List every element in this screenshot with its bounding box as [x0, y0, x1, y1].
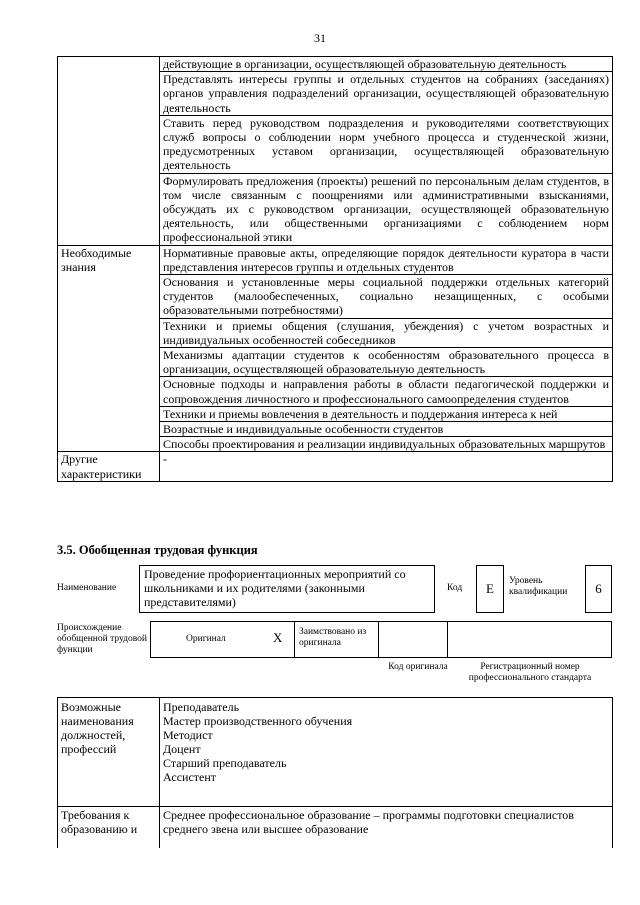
roles-label: Возможные наименования должностей, профессий	[58, 698, 160, 815]
table-cell: Представлять интересы группы и отдельных студентов на собраниях (заседаниях) органов управления подразделений организации, осуществляющей образовательную деятельность	[160, 72, 613, 116]
list-item: Доцент	[163, 742, 201, 756]
table-row	[58, 698, 613, 815]
table-cell: Техники и приемы вовлечения в деятельность и поддержания интереса к ней	[160, 406, 613, 421]
level-value-box: 6	[585, 565, 612, 613]
table-cell: Техники и приемы общения (слушания, убеждения) с учетом возрастных и индивидуальных особенностей собеседников	[160, 318, 613, 347]
original-label: Оригинал	[186, 634, 226, 644]
education-label: Требования к образованию и	[58, 807, 160, 849]
roles-table	[57, 697, 613, 814]
table-cell: Основные подходы и направления работы в области педагогической поддержки и сопровождения личностного и профессионального самоопределения студентов	[160, 377, 613, 406]
table-cell: Формулировать предложения (проекты) решений по персональным делам студентов, в том числе связанным с поощрениями или административными взысканиями, обсуждать их с руководством организации, осуществляющей образовательную деятельность, или общественными организациями с соблюдением норм профессиональной этики	[160, 173, 613, 245]
table-cell: Ставить перед руководством подразделения и руководителями соответствующих служб вопросы о соблюдении норм учебного процесса и студенческой жизни, предусмотренных уставом организации, осуществляющей образовательную деятельность	[160, 115, 613, 173]
list-item: Ассистент	[163, 770, 217, 784]
divider	[378, 621, 379, 658]
list-item: Мастер производственного обучения	[163, 714, 353, 728]
level-label: Уровень квалификации	[509, 576, 568, 597]
origin-label: Происхождение обобщенной трудовой функции	[57, 623, 147, 655]
table-cell: Механизмы адаптации студентов к особенностям образовательного процесса в организации, осуществляющей образовательную деятельность	[160, 348, 613, 377]
list-item: Методист	[163, 728, 213, 742]
competency-table	[57, 56, 613, 482]
education-table	[57, 806, 613, 848]
reg-number-caption: Регистрационный номер профессионального стандарта	[468, 662, 592, 683]
code-value-box: E	[476, 565, 504, 613]
row-label-other: Другие характеристики	[58, 452, 160, 481]
list-item: Преподаватель	[163, 700, 240, 714]
table-cell: Основания и установленные меры социальной поддержки отдельных категорий студентов (малообеспеченных, социально незащищенных, с особыми образовательными потребностями)	[160, 275, 613, 319]
borrowed-label: Заимствовано из оригинала	[299, 627, 367, 648]
divider	[294, 621, 295, 658]
function-name-box: Проведение профориентационных мероприятий со школьниками и их родителями (законными представителями)	[139, 565, 435, 613]
divider	[447, 621, 448, 658]
education-value: Среднее профессиональное образование – программы подготовки специалистов среднего звена или высшее образование	[160, 807, 613, 849]
table-cell: -	[160, 452, 613, 481]
code-label: Код	[447, 583, 463, 593]
section-heading: 3.5. Обобщенная трудовая функция	[57, 543, 258, 557]
roles-list	[160, 698, 613, 815]
page-number: 31	[314, 31, 326, 45]
table-cell: действующие в организации, осуществляющей образовательную деятельность	[160, 57, 613, 72]
original-mark: X	[273, 630, 283, 645]
code-original-caption: Код оригинала	[388, 662, 448, 672]
name-label: Наименование	[57, 583, 117, 593]
table-row	[58, 452, 613, 481]
table-row	[58, 245, 613, 274]
table-cell: Возрастные и индивидуальные особенности студентов	[160, 422, 613, 437]
table-cell: Нормативные правовые акты, определяющие порядок деятельности куратора в части представления интересов группы и отдельных студентов	[160, 245, 613, 274]
table-row	[58, 57, 613, 72]
row-label-knowledge: Необходимые знания	[58, 245, 160, 452]
table-row	[58, 807, 613, 849]
row-label-empty	[58, 57, 160, 246]
list-item: Старший преподаватель	[163, 756, 287, 770]
table-cell: Способы проектирования и реализации индивидуальных образовательных маршрутов	[160, 437, 613, 452]
